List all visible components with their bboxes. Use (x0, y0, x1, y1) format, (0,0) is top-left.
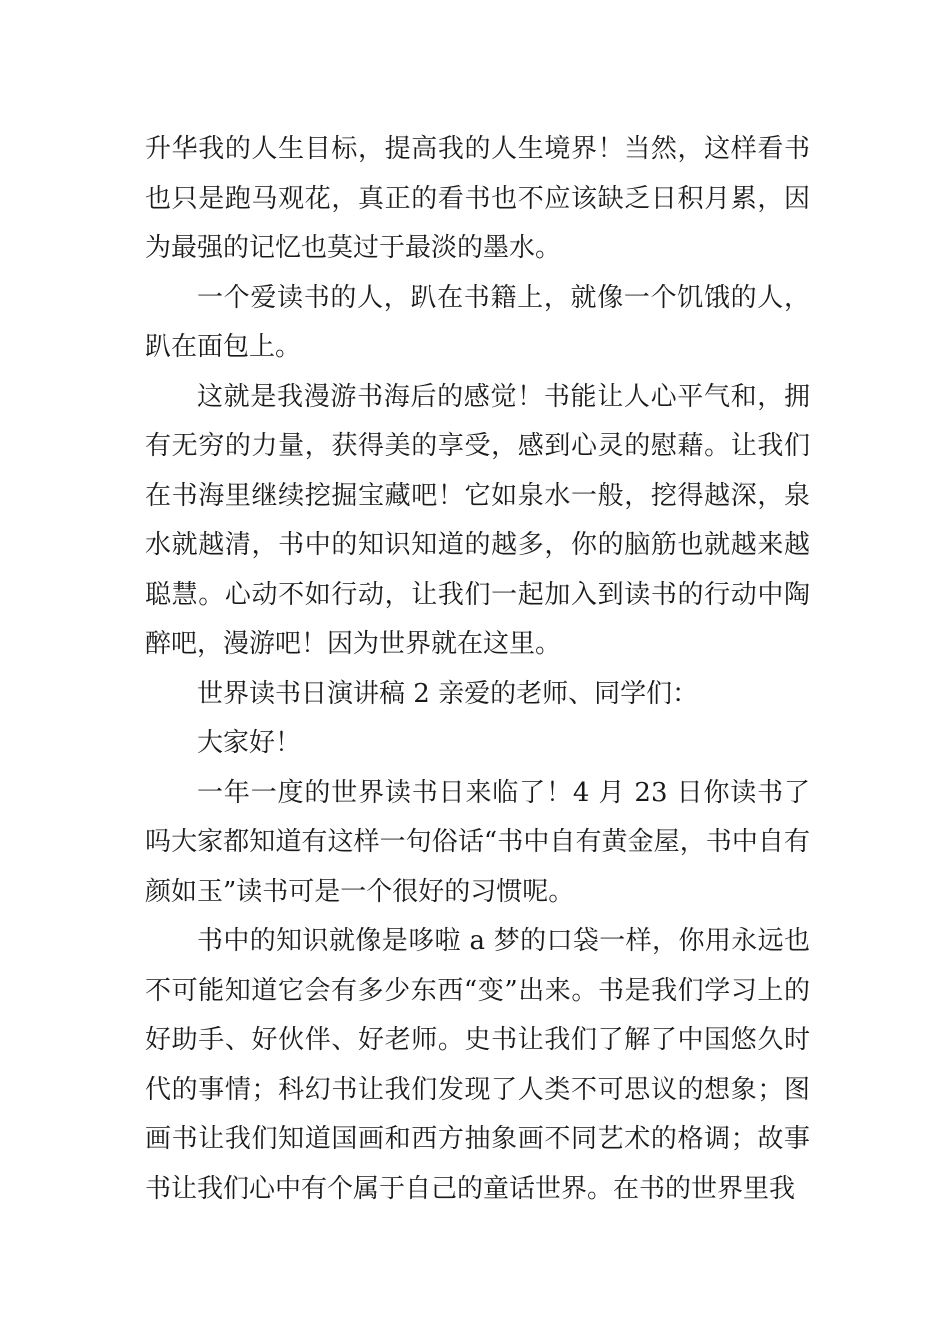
paragraph: 书中的知识就像是哆啦 a 梦的口袋一样，你用永远也不可能知道它会有多少东西“变”出来。书是我们学习上的好助手、好伙伴、好老师。史书让我们了解了中国悠久时代的事情；科幻书让我们发现了人类不可思议的想象；图画书让我们知道国画和西方抽象画不同艺术的格调；故事书让我们心中有个属于自己的童话世界。在书的世界里我 (145, 926, 810, 1204)
paragraph: 这就是我漫游书海后的感觉！书能让人心平气和，拥有无穷的力量，获得美的享受，感到心灵的慰藉。让我们在书海里继续挖掘宝藏吧！它如泉水一般，挖得越深，泉水就越清，书中的知识知道的越多，你的脑筋也就越来越聪慧。心动不如行动，让我们一起加入到读书的行动中陶醉吧，漫游吧！因为世界就在这里。 (145, 381, 810, 659)
document-body (145, 125, 810, 1214)
section-heading: 世界读书日演讲稿 2 亲爱的老师、同学们： (197, 678, 699, 709)
greeting: 大家好！ (197, 728, 302, 758)
paragraph: 一个爱读书的人，趴在书籍上，就像一个饥饿的人，趴在面包上。 (145, 282, 810, 362)
paragraph: 一年一度的世界读书日来临了！4 月 23 日你读书了吗大家都知道有这样一句俗话“书中自有黄金屋，书中自有颜如玉”读书可是一个很好的习惯呢。 (145, 777, 810, 907)
paragraph: 升华我的人生目标，提高我的人生境界！当然，这样看书也只是跑马观花，真正的看书也不应该缺乏日积月累，因为最强的记忆也莫过于最淡的墨水。 (145, 134, 810, 263)
